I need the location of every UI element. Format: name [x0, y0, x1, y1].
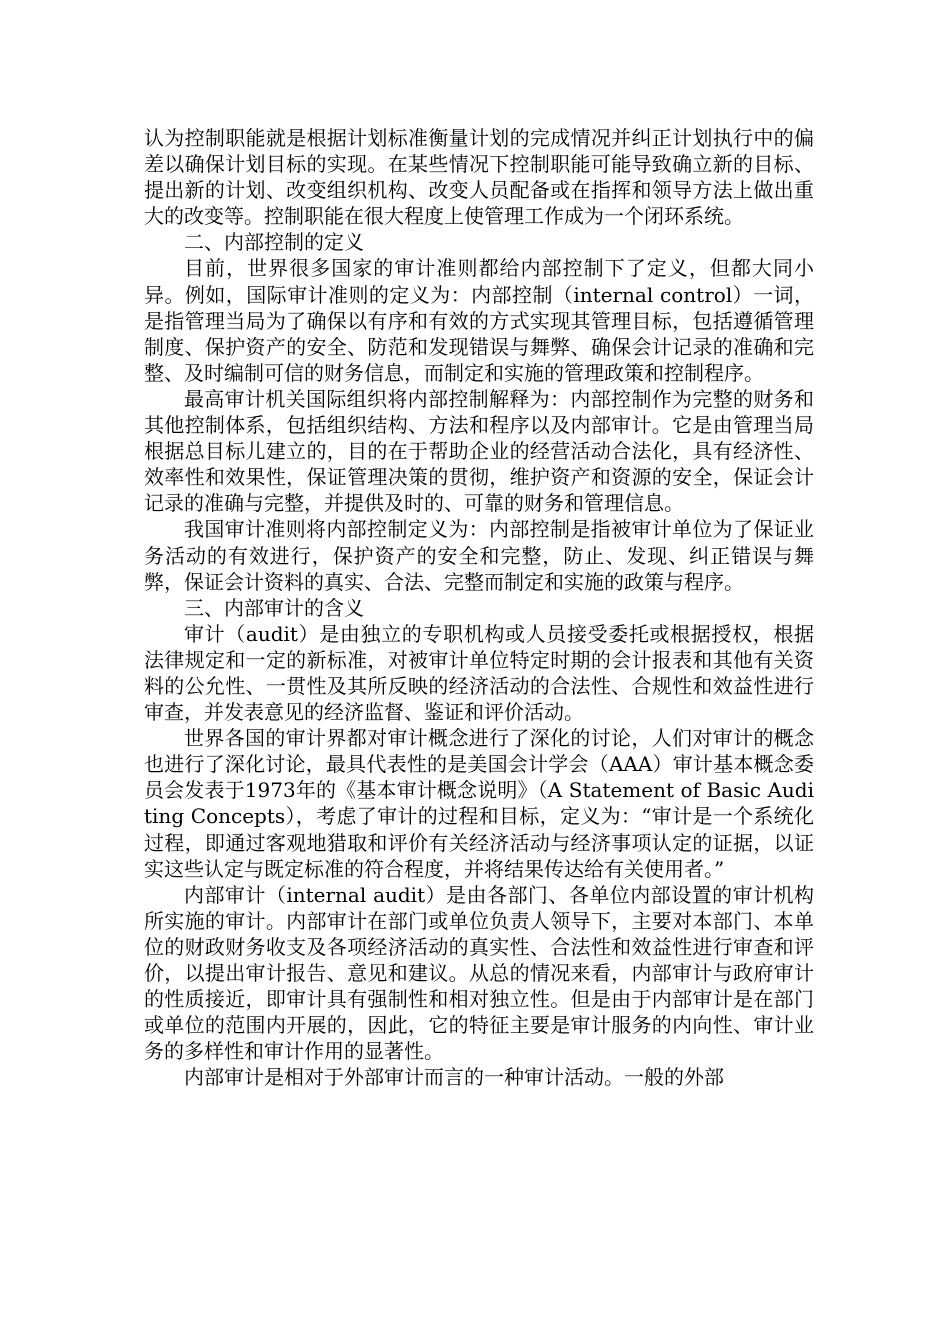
body-paragraph-7: 内部审计（internal audit）是由各部门、各单位内部设置的审计机构所实施的审计。内部审计在部门或单位负责人领导下，主要对本部门、本单位的财政财务收支及各项经济活动的真实性、合法性和效益性进行审查和评价，以提出审计报告、意见和建议。从总的情况来看，内部审计与政府审计的性质接近，即审计具有强制性和相对独立性。但是由于内部审计是在部门或单位的范围内开展的，因此，它的特征主要是审计服务的内向性、审计业务的多样性和审计作用的显著性。 — [144, 882, 814, 1064]
body-paragraph-3: 最高审计机关国际组织将内部控制解释为：内部控制作为完整的财务和其他控制体系，包括组织结构、方法和程序以及内部审计。它是由管理当局根据总目标儿建立的，目的在于帮助企业的经营活动合法化，具有经济性、效率性和效果性，保证管理决策的贯彻，维护资产和资源的安全，保证会计记录的准确与完整，并提供及时的、可靠的财务和管理信息。 — [144, 386, 814, 516]
body-paragraph-6: 世界各国的审计界都对审计概念进行了深化的讨论，人们对审计的概念也进行了深化讨论，最具代表性的是美国会计学会（AAA）审计基本概念委员会发表于1973年的《基本审计概念说明》（A Statement of Basic Auditing Concepts），考虑了审计的过程和目标，定义为：“审计是一个系统化过程，即通过客观地猎取和评价有关经济活动与经济事项认定的证据，以证实这些认定与既定标准的符合程度，并将结果传达给有关使用者。” — [144, 726, 814, 881]
body-paragraph-1: 认为控制职能就是根据计划标准衡量计划的完成情况并纠正计划执行中的偏差以确保计划目标的实现。在某些情况下控制职能可能导致确立新的目标、提出新的计划、改变组织机构、改变人员配备或在指挥和领导方法上做出重大的改变等。控制职能在很大程度上使管理工作成为一个闭环系统。 — [144, 126, 814, 229]
body-paragraph-8: 内部审计是相对于外部审计而言的一种审计活动。一般的外部 — [184, 1065, 724, 1090]
document-page — [144, 125, 814, 1090]
section-heading-internal-audit-meaning: 三、内部审计的含义 — [184, 595, 364, 620]
body-paragraph-4: 我国审计准则将内部控制定义为：内部控制是指被审计单位为了保证业务活动的有效进行，保护资产的安全和完整，防止、发现、纠正错误与舞弊，保证会计资料的真实、合法、完整而制定和实施的政策与程序。 — [144, 517, 814, 594]
body-paragraph-5: 审计（audit）是由独立的专职机构或人员接受委托或根据授权，根据法律规定和一定的新标准，对被审计单位特定时期的会计报表和其他有关资料的公允性、一贯性及其所反映的经济活动的合法性、合规性和效益性进行审查，并发表意见的经济监督、鉴证和评价活动。 — [144, 621, 814, 725]
section-heading-internal-control-definition: 二、内部控制的定义 — [184, 230, 364, 255]
body-paragraph-2: 目前，世界很多国家的审计准则都给内部控制下了定义，但都大同小异。例如，国际审计准则的定义为：内部控制（internal control）一词，是指管理当局为了确保以有序和有效的方式实现其管理目标，包括遵循管理制度、保护资产的安全、防范和发现错误与舞弊、确保会计记录的准确和完整、及时编制可信的财务信息，而制定和实施的管理政策和控制程序。 — [144, 256, 814, 385]
